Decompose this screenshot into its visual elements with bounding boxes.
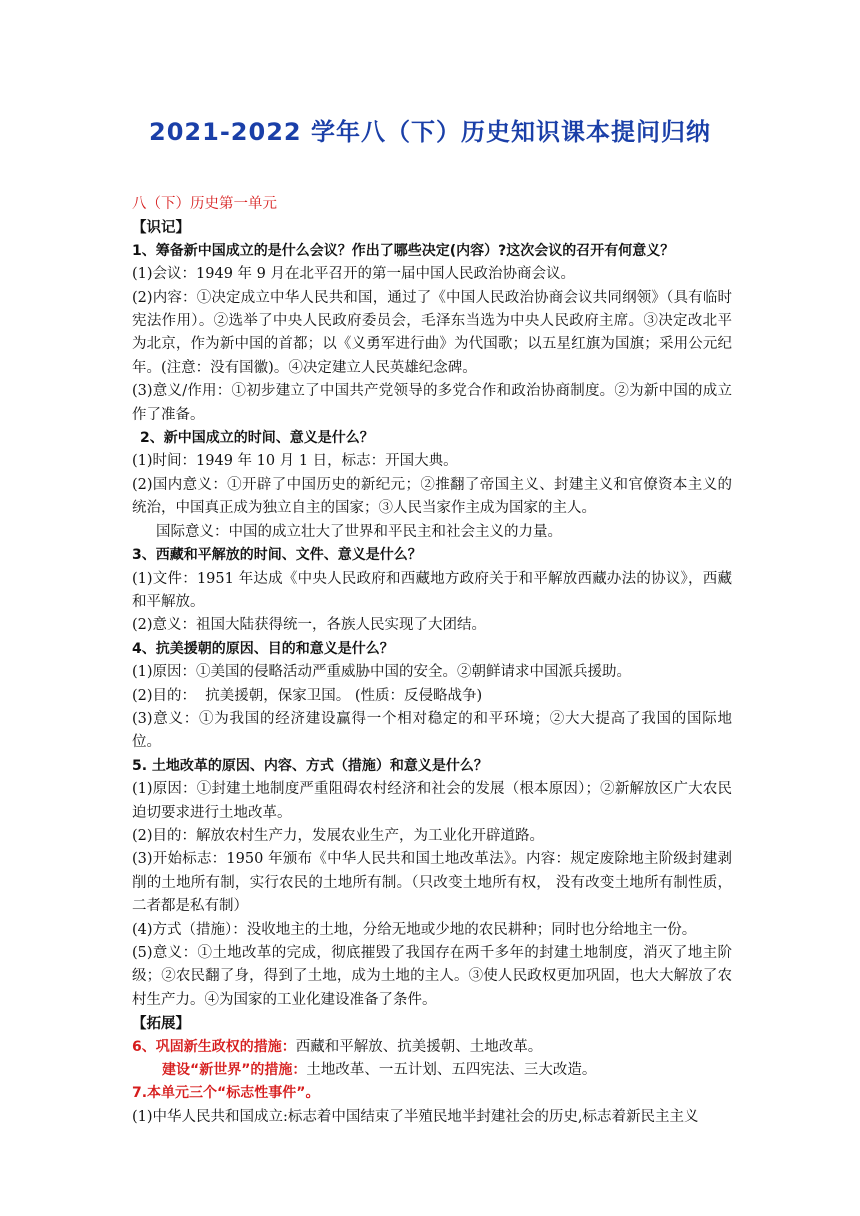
answer-5-3: (3)开始标志：1950 年颁布《中华人民共和国土地改革法》。内容：规定废除地主阶级封建剥削的土地所有制，实行农民的土地所有制。（只改变土地所有权， 没有改变土地所有制性质，二者都是私有制） — [132, 851, 732, 915]
question-1: 1、筹备新中国成立的是什么会议？作出了哪些决定(内容）?这次会议的召开有何意义？ — [132, 242, 675, 259]
answer-1-1: (1)会议：1949 年 9 月在北平召开的第一届中国人民政治协商会议。 — [132, 266, 575, 283]
answer-4-1: (1)原因：①美国的侵略活动严重威胁中国的安全。②朝鲜请求中国派兵援助。 — [132, 664, 632, 681]
question-3: 3、西藏和平解放的时间、文件、意义是什么？ — [132, 547, 422, 564]
extension-6 — [132, 1036, 732, 1059]
answer-2-1: (1)时间：1949 年 10 月 1 日，标志：开国大典。 — [132, 453, 458, 470]
question-4: 4、抗美援朝的原因、目的和意义是什么？ — [132, 640, 394, 657]
question-5: 5. 土地改革的原因、内容、方式（措施）和意义是什么？ — [132, 757, 488, 774]
section-expand-label: 【拓展】 — [132, 1015, 190, 1033]
extension-6-text: 西藏和平解放、抗美援朝、土地改革。 — [295, 1038, 543, 1055]
answer-5-5: (5)意义：①土地改革的完成，彻底摧毁了我国存在两千多年的封建土地制度，消灭了地主阶级；②农民翻了身，得到了土地，成为土地的主人。③使人民政权更加巩固，也大大解放了农村生产力。④为国家的工业化建设准备了条件。 — [132, 945, 732, 1008]
document-title: 2021-2022 学年八（下）历史知识课本提问归纳 — [149, 118, 711, 146]
answer-4-3: (3)意义：①为我国的经济建设赢得一个相对稳定的和平环境；②大大提高了我国的国际地位。 — [132, 710, 732, 751]
answer-3-1: (1)文件：1951 年达成《中央人民政府和西藏地方政府关于和平解放西藏办法的协议》，西藏和平解放。 — [132, 570, 732, 610]
answer-2-3: 国际意义：中国的成立壮大了世界和平民主和社会主义的力量。 — [156, 523, 562, 540]
question-2: 2、新中国成立的时间、意义是什么？ — [140, 430, 374, 447]
extension-7-heading: 7.本单元三个“标志性事件”。 — [132, 1085, 320, 1102]
extension-6-text-2: 土地改革、一五计划、五四宪法、三大改造。 — [306, 1062, 597, 1079]
answer-5-4: (4)方式（措施）：没收地主的土地，分给无地或少地的农民耕种；同时也分给地主一份。 — [132, 921, 697, 938]
extension-6-second — [132, 1059, 732, 1082]
document-body — [132, 193, 732, 1129]
section-recall-label: 【识记】 — [132, 219, 190, 237]
extension-7-1: (1)中华人民共和国成立:标志着中国结束了半殖民地半封建社会的历史,标志着新民主主义 — [132, 1108, 699, 1125]
extension-6-label: 6、巩固新生政权的措施： — [132, 1038, 296, 1055]
answer-5-1: (1)原因：①封建土地制度严重阻碍农村经济和社会的发展（根本原因）；②新解放区广大农民迫切要求进行土地改革。 — [132, 781, 732, 821]
unit-heading: 八（下）历史第一单元 — [132, 196, 277, 212]
extension-6-label-2: 建设“新世界”的措施： — [162, 1062, 307, 1079]
answer-5-2: (2)目的：解放农村生产力，发展农业生产，为工业化开辟道路。 — [132, 827, 545, 844]
answer-1-2: (2)内容：①决定成立中华人民共和国，通过了《中国人民政治协商会议共同纲领》（具有临时宪法作用）。②选举了中央人民政府委员会，毛泽东当选为中央人民政府主席。③决定改北平为北京，作为新中国的首都；以《义勇军进行曲》为代国歌；以五星红旗为国旗；采用公元纪年。(注意：没有国徽)。④决定建立人民英雄纪念碑。 — [132, 289, 732, 376]
answer-1-3: (3)意义/作用：①初步建立了中国共产党领导的多党合作和政治协商制度。②为新中国的成立作了准备。 — [132, 383, 732, 423]
answer-2-2: (2)国内意义：①开辟了中国历史的新纪元；②推翻了帝国主义、封建主义和官僚资本主义的统治，中国真正成为独立自主的国家；③人民当家作主成为国家的主人。 — [132, 476, 732, 517]
answer-3-2: (2)意义：祖国大陆获得统一，各族人民实现了大团结。 — [132, 617, 487, 634]
answer-4-2: (2)目的： 抗美援朝，保家卫国。 (性质：反侵略战争) — [132, 687, 483, 704]
